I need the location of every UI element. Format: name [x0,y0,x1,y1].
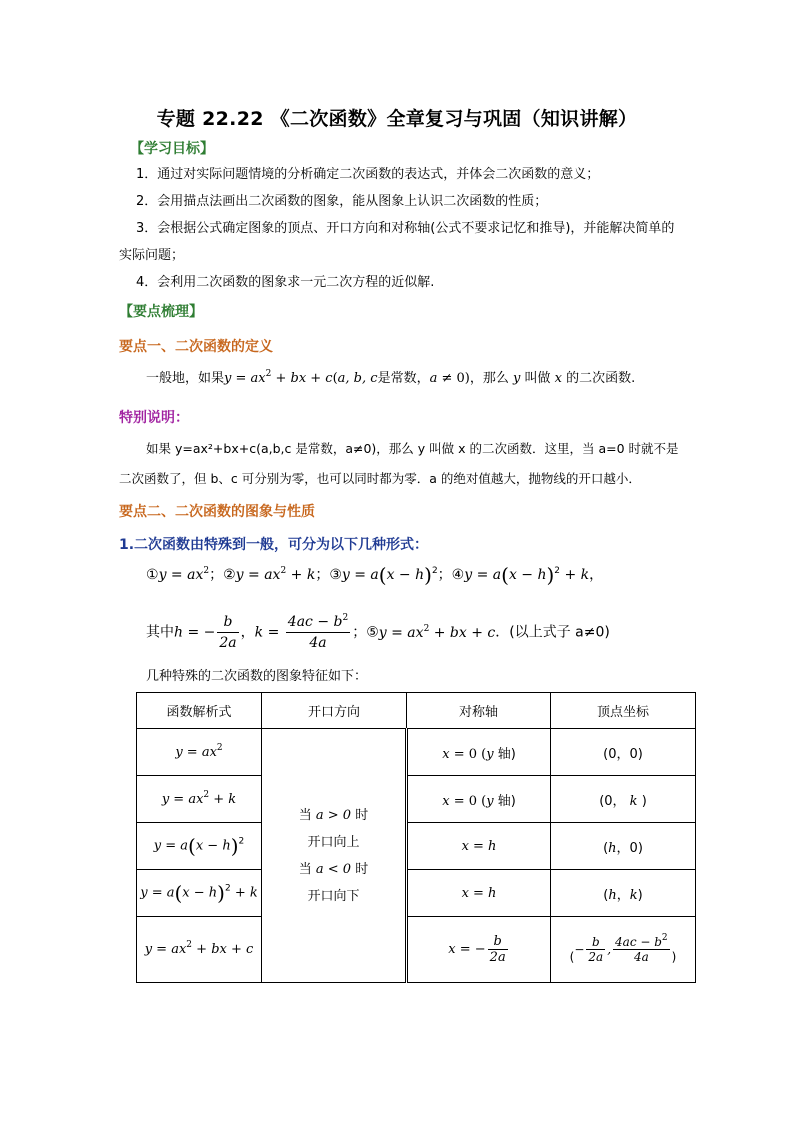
header-opening: 开口方向 [262,693,407,729]
row5-axis: x = − $\frac{b}{2a}$ [407,917,551,983]
quadratic-features-table [136,692,696,983]
learning-goals-header: 【学习目标】 [130,141,214,157]
table-header-row [137,693,696,729]
k-fraction: $\frac{4ac - b^2}{4a}$ [287,613,349,651]
row3-vertex: (h，0) [551,823,696,870]
def-formula: $y = ax^2$ + bx + c [224,369,333,386]
forms-line: ①y = $ax^2$；②y = $ax^2 + k$；③y = $a(x - h)^2$；④y = $a(x - h)^2 + k$， [146,563,604,587]
row4-axis: x = h [407,870,551,917]
opening-down: 开口向下 [307,888,360,904]
goal-item-4: 4．会利用二次函数的图象求一元二次方程的近似解. [136,275,435,290]
opening-then-2: 时 [355,861,369,877]
row3-expression: $y = a(x - h)^2$ [137,823,262,870]
forms-line-2: 其中h = − $\frac{b}{2a}$ ，k = $\frac{4ac - b^2}{4a}$ ；⑤y = $ax^2$ + bx + c．(以上式子 a≠0) [146,613,610,651]
forms-note: ．(以上式子 a≠0) [495,624,610,641]
row4-vertex: (h，k) [551,870,696,917]
row2-vertex: (0， k ) [551,776,696,823]
point1-header: 要点一、二次函数的定义 [119,339,273,355]
special-note-line1: 如果 y=ax²+bx+c(a,b,c 是常数，a≠0)，那么 y 叫做 x 的二次函数．这里，当 a=0 时就不是 [146,441,679,456]
opening-then-1: 时 [355,807,369,823]
axis-suffix: 轴) [497,793,516,809]
opening-when-1: 当 [298,807,312,823]
def-text-b: 是常数， [377,371,430,386]
row5-expression: $y = ax^2$ + bx + c [137,917,262,983]
opening-when-2: 当 [298,861,312,877]
header-expression: 函数解析式 [137,693,262,729]
point2-sub1: 1.二次函数由特殊到一般，可分为以下几种形式： [119,537,429,553]
row2-axis: x = 0 (y 轴) [407,776,551,823]
def-text-c: ，那么 [469,371,509,386]
table-intro: 几种特殊的二次函数的图象特征如下： [146,669,368,684]
special-note-line2: 二次函数了，但 b、c 可分别为零，也可以同时都为零．a 的绝对值越大，抛物线的开口越小． [119,471,641,486]
def-text-d: 叫做 [524,371,551,386]
row1-vertex: (0，0) [551,729,696,776]
special-note-header: 特别说明： [119,410,189,426]
goal-item-2: 2．会用描点法画出二次函数的图象，能从图象上认识二次函数的性质； [136,194,548,209]
row5-vertex: (− $\frac{b}{2a}$ , $\frac{4ac - b^2}{4a}$ ) [551,917,696,983]
point2-header: 要点二、二次函数的图象与性质 [119,504,315,520]
row2-expression: $y = ax^2 + k$ [137,776,262,823]
forms-label: 其中 [146,624,174,641]
definition-paragraph: 一般地，如果$y = ax^2$ + bx + c(a, b, c是常数，a ≠ 0)，那么 y 叫做 x 的二次函数. [146,369,636,386]
row1-expression: $y = ax^2$ [137,729,262,776]
row1-axis: x = 0 (y 轴) [407,729,551,776]
def-text-a: 一般地，如果 [146,371,225,386]
header-vertex: 顶点坐标 [551,693,696,729]
goal-item-1: 1．通过对实际问题情境的分析确定二次函数的表达式，并体会二次函数的意义； [136,167,600,182]
opening-up: 开口向上 [307,834,360,850]
row3-axis: x = h [407,823,551,870]
table-row [137,729,696,776]
header-axis: 对称轴 [407,693,551,729]
vertex-suffix: ，0) [616,840,643,856]
page-title: 专题 22.22 《二次函数》全章复习与巩固（知识讲解） [156,108,638,130]
table-row [137,917,696,983]
goal-item-3: 3．会根据公式确定图象的顶点、开口方向和对称轴(公式不要求记忆和推导)，并能解决简单的 [136,221,675,236]
opening-cell: 当 a > 0 时 开口向上 当 a < 0 时 开口向下 [262,729,407,983]
row4-expression: $y = a(x - h)^2 + k$ [137,870,262,917]
goal-item-3-cont: 实际问题； [119,248,185,263]
axis-suffix: 轴) [497,746,516,762]
def-text-e: 的二次函数. [566,371,636,386]
key-points-header: 【要点梳理】 [119,304,203,320]
table-row [137,870,696,917]
vertex-prefix: (0， [599,793,626,809]
table-row [137,823,696,870]
h-fraction: $\frac{b}{2a}$ [219,614,237,651]
table-row [137,776,696,823]
